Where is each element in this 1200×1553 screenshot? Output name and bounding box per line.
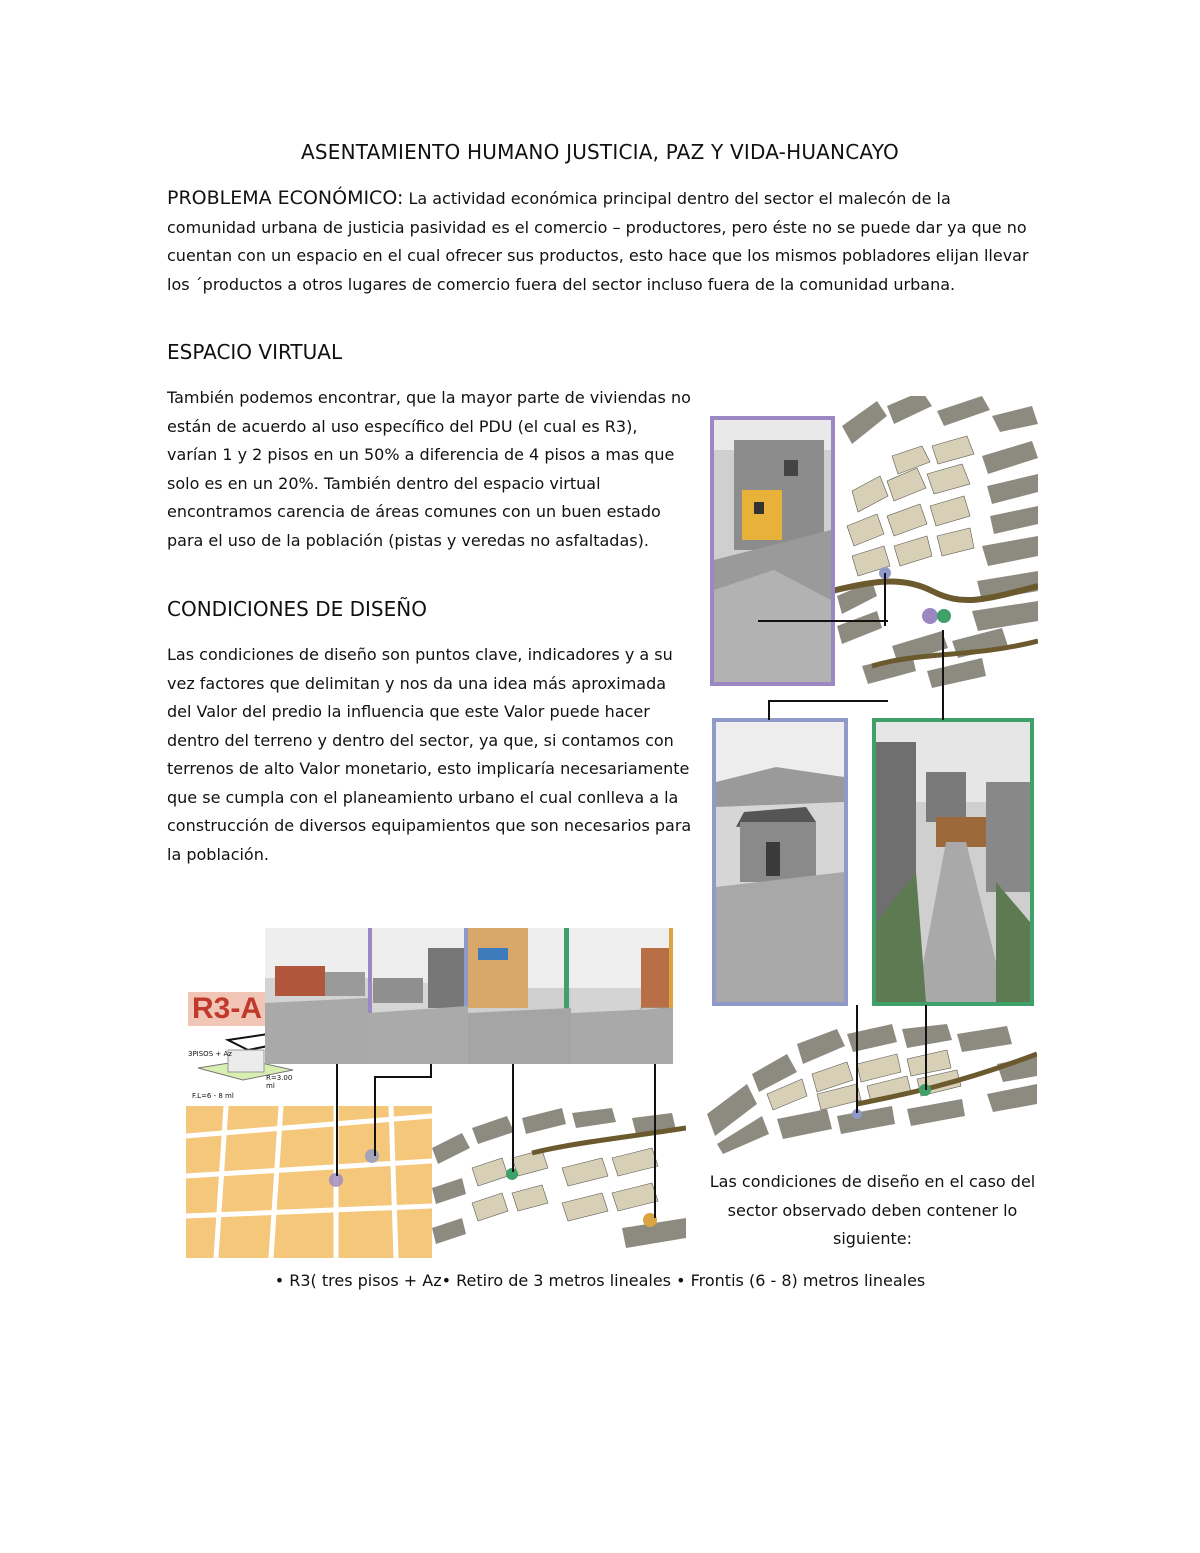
zoning-label-box: [188, 992, 274, 1026]
connector-line: [512, 1064, 514, 1172]
photo-strip-4: [571, 928, 673, 1064]
purple-marker: [922, 608, 938, 624]
problema-heading: PROBLEMA ECONÓMICO:: [167, 187, 404, 209]
connector-line: [768, 700, 888, 702]
aerial-block-map-top: [832, 396, 1038, 696]
connector-line: [654, 1064, 656, 1218]
espacio-text: También podemos encontrar, que la mayor parte de viviendas no están de acuerdo al uso específico del PDU (el cual es R3), varían 1 y 2 pisos en un 50% a diferencia de 4 pisos a mas que solo es en un 20%. También dentro del espacio virtual encontramos carencia de áreas comunes con un buen estado para el uso de la población (pistas y veredas no asfaltadas).: [167, 388, 691, 550]
connector-line: [856, 1005, 858, 1113]
aerial-block-map-bottom: [707, 1024, 1037, 1154]
connector-line: [374, 1076, 432, 1078]
problema-text: La actividad económica principal dentro del sector el malecón de la comunidad urbana de justicia pasividad es el comercio – productores, pero éste no se puede dar ya que no cuentan con un espacio en el cual ofrecer sus productos, esto hace que los mismos pobladores elijan llevar los ´productos a otros lugares de comercio fuera del sector incluso fuera de la comunidad urbana.: [167, 189, 1029, 294]
figure-caption: Las condiciones de diseño en el caso del sector observado deben contener lo siguiente:: [709, 1172, 1036, 1248]
connector-line: [942, 630, 944, 720]
zoning-small-label: F.L=6 - 8 ml: [192, 1092, 234, 1100]
connector-line: [758, 620, 888, 622]
zoning-small-label: R=3.00 ml: [266, 1074, 293, 1090]
condiciones-text: Las condiciones de diseño son puntos clave, indicadores y a su vez factores que delimitan y nos da una idea más aproximada del Valor del predio la influencia que este Valor puede hacer dentro del terreno y dentro del sector, ya que, si contamos con terrenos de alto Valor monetario, esto implicaría necesariamente que se cumpla con el planeamiento urbano el cual conlleva a la construcción de diversos equipamientos que son necesarios para la población.: [167, 645, 692, 864]
photo-strip-1: [265, 928, 368, 1064]
aerial-block-map-left: [432, 1108, 686, 1258]
photo-house-purple: [710, 416, 835, 686]
green-marker: [937, 609, 951, 623]
photo-street-blue: [712, 718, 848, 1006]
connector-line: [925, 1005, 927, 1090]
connector-line: [430, 1064, 432, 1078]
connector-line: [768, 700, 770, 720]
connector-line: [374, 1076, 376, 1156]
connector-line: [336, 1064, 338, 1176]
photo-alley-green: [872, 718, 1034, 1006]
zoning-small-label: 3PISOS + Az: [188, 1050, 232, 1058]
photo-strip-2: [368, 928, 468, 1064]
problema-paragraph: [167, 184, 1037, 299]
condiciones-heading: CONDICIONES DE DISEÑO: [167, 597, 427, 621]
street-map: [186, 1106, 432, 1258]
design-requirements: • R3( tres pisos + Az• Retiro de 3 metros lineales • Frontis (6 - 8) metros lineales: [274, 1271, 926, 1290]
zoning-label: R3-A: [192, 992, 263, 1025]
page-title: ASENTAMIENTO HUMANO JUSTICIA, PAZ Y VIDA-HUANCAYO: [301, 140, 899, 164]
espacio-heading: ESPACIO VIRTUAL: [167, 340, 343, 364]
photo-strip-3: [468, 928, 571, 1064]
